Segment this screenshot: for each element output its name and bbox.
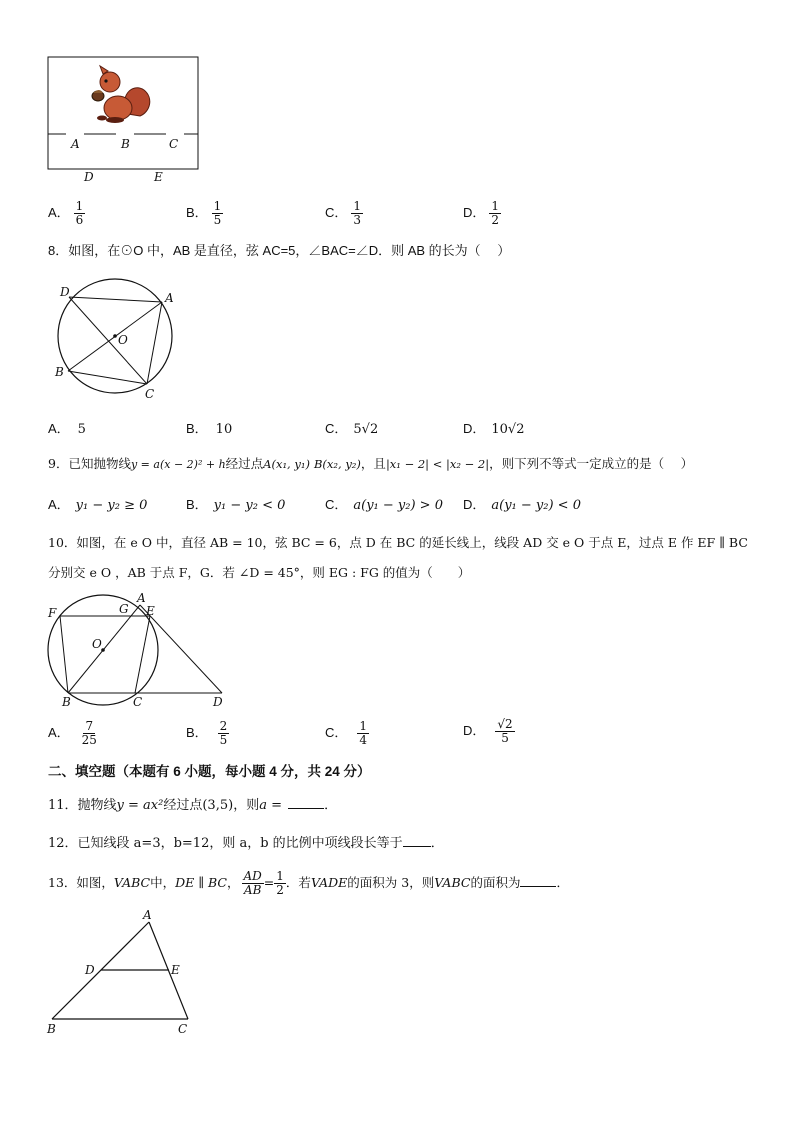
q8-label-B: B xyxy=(55,365,64,379)
q10-option-a[interactable]: A． $\frac{7}{25}$ xyxy=(48,719,97,747)
q9-option-b[interactable]: B． y₁ − y₂ < 0 xyxy=(186,497,286,513)
q10-label-D: D xyxy=(213,695,223,709)
q10-label-A: A xyxy=(137,591,146,605)
q7-label-C: C xyxy=(169,137,179,151)
q13-label-E: E xyxy=(171,963,180,977)
q8-circle-diagram xyxy=(45,278,185,403)
q9-option-c[interactable]: C． a(y₁ − y₂) > 0 xyxy=(325,497,443,513)
q10-stem-line2: 分别交 e O ，AB 于点 F，G．若 ∠D = 45°，则 EG : FG 的值为（ ） xyxy=(48,565,471,580)
q10-label-F: F xyxy=(48,606,57,620)
q7-label-D: D xyxy=(84,170,94,184)
q7-option-c[interactable]: C． $\frac{1}{3}$ xyxy=(325,199,362,227)
q10-option-c[interactable]: C． $\frac{1}{4}$ xyxy=(325,719,368,747)
q11-stem: 11．抛物线y = ax²经过点(3,5)，则a = ． xyxy=(48,798,338,813)
q9-stem: 9．已知抛物线y = a(x − 2)² + h经过点A(x₁, y₁) B(x₂, y₂)，且|x₁ − 2| < |x₂ − 2|，则下列不等式一定成立的是（ ） xyxy=(48,456,694,471)
q7-option-d[interactable]: D． $\frac{1}{2}$ xyxy=(463,199,500,227)
q13-label-A: A xyxy=(143,908,152,922)
q13-stem: 13．如图，VABC中，DE ∥ BC， $\frac{AD}{AB}$ = $\frac{1}{2}$ ．若VADE的面积为 3，则VABC的面积为 ． xyxy=(48,869,569,897)
section-title-fill-in: 二、填空题（本题有 6 小题，每小题 4 分，共 24 分） xyxy=(48,764,371,779)
q7-option-a[interactable]: A． $\frac{1}{6}$ xyxy=(48,199,84,227)
q7-option-b[interactable]: B． $\frac{1}{5}$ xyxy=(186,199,222,227)
q8-option-b[interactable]: B． 10 xyxy=(186,421,233,437)
q13-label-B: B xyxy=(47,1022,56,1036)
q8-label-D: D xyxy=(60,285,70,299)
q7-label-A: A xyxy=(71,137,80,151)
q8-label-C: C xyxy=(145,387,155,401)
q8-option-a[interactable]: A． 5 xyxy=(48,421,86,437)
q9-option-d[interactable]: D． a(y₁ − y₂) < 0 xyxy=(463,497,581,513)
q8-figure xyxy=(45,278,185,403)
q10-stem-line1: 10．如图，在 e O 中，直径 AB = 10，弦 BC = 6，点 D 在 BC 的延长线上，线段 AD 交 e O 于点 E，过点 E 作 EF ∥ BC xyxy=(48,535,748,550)
q10-label-G: G xyxy=(119,602,129,616)
q8-label-O: O xyxy=(118,333,128,347)
q12-answer-blank[interactable] xyxy=(403,846,431,847)
q11-answer-blank[interactable] xyxy=(288,808,324,809)
q13-label-C: C xyxy=(178,1022,188,1036)
q7-diagram xyxy=(40,52,210,187)
q10-circle-diagram xyxy=(40,590,230,710)
q13-triangle-diagram xyxy=(40,905,200,1040)
q10-figure xyxy=(40,590,230,710)
q13-figure xyxy=(40,905,200,1040)
q10-label-O: O xyxy=(92,637,102,651)
q8-label-A: A xyxy=(165,291,174,305)
q8-stem: 8．如图，在⊙O 中，AB 是直径，弦 AC=5，∠BAC=∠D．则 AB 的长为（ ） xyxy=(48,243,511,258)
q13-answer-blank[interactable] xyxy=(520,886,556,887)
q10-option-b[interactable]: B． $\frac{2}{5}$ xyxy=(186,719,228,747)
q12-stem: 12．已知线段 a=3，b=12，则 a，b 的比例中项线段长等于 ． xyxy=(48,836,444,851)
q10-label-E: E xyxy=(146,604,155,618)
q7-figure xyxy=(40,52,210,187)
q8-option-c[interactable]: C． 5√2 xyxy=(325,421,379,437)
q13-label-D: D xyxy=(85,963,95,977)
q8-option-d[interactable]: D． 10√2 xyxy=(463,421,525,437)
squirrel-icon xyxy=(92,66,150,123)
q10-label-B: B xyxy=(62,695,71,709)
q7-label-B: B xyxy=(121,137,130,151)
q10-option-d[interactable]: D． $\frac{√2}{5}$ xyxy=(463,717,513,745)
q9-option-a[interactable]: A． y₁ − y₂ ≥ 0 xyxy=(48,497,148,513)
q10-label-C: C xyxy=(133,695,143,709)
q7-label-E: E xyxy=(154,170,163,184)
